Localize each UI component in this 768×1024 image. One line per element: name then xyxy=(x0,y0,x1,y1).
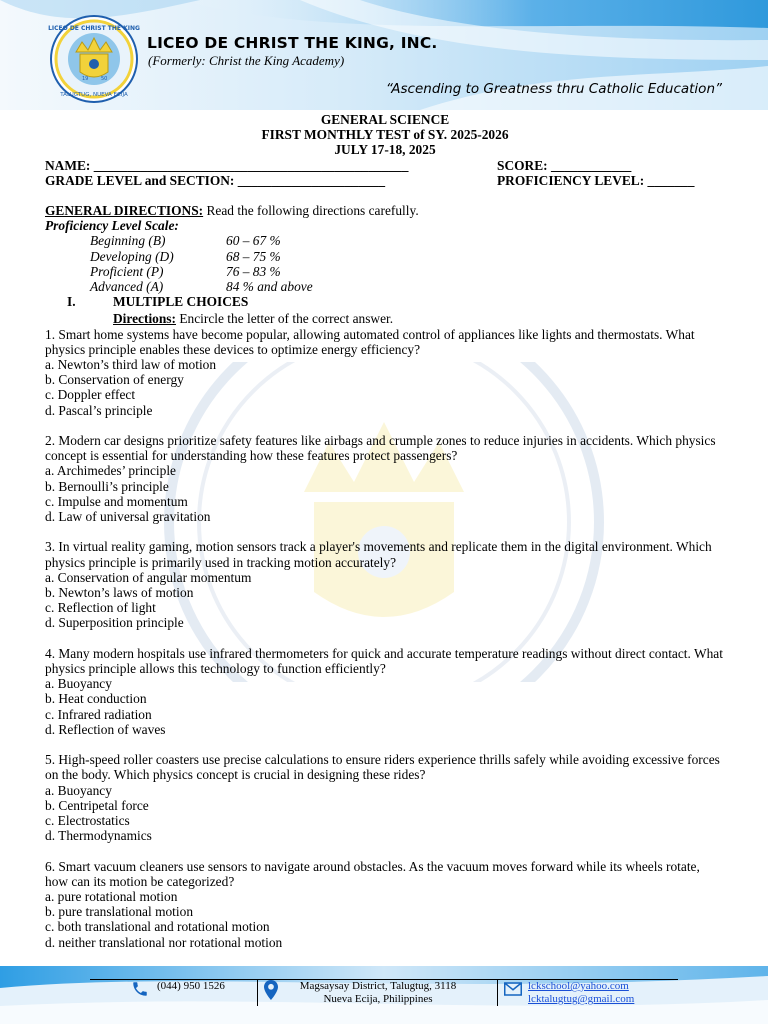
answer-choice[interactable]: b. Newton’s laws of motion xyxy=(45,585,194,601)
test-subject: GENERAL SCIENCE xyxy=(320,112,450,127)
question-item xyxy=(45,433,725,524)
scale-level: Developing (D) xyxy=(90,248,174,264)
answer-choice[interactable]: a. Buoyancy xyxy=(45,782,112,798)
question-stem: 2. Modern car designs prioritize safety features like airbags and crumple zones to reduce injuries in accidents. Which physics concept is essential for understanding how these features protect passengers? xyxy=(45,433,716,464)
scale-level: Advanced (A) xyxy=(90,279,164,295)
answer-choice[interactable]: b. pure translational motion xyxy=(45,904,194,920)
scale-range: 60 – 67 % xyxy=(226,233,281,249)
scale-range: 76 – 83 % xyxy=(226,263,281,279)
section-number: I. xyxy=(67,294,76,310)
school-former-name: (Formerly: Christ the King Academy) xyxy=(148,53,345,68)
answer-choice[interactable]: c. Doppler effect xyxy=(45,387,136,403)
answer-choice[interactable]: c. both translational and rotational motion xyxy=(45,919,270,935)
scale-range: 84 % and above xyxy=(226,279,313,295)
email-link[interactable]: lckschool@yahoo.com xyxy=(528,980,629,992)
proficiency-level-field[interactable]: PROFICIENCY LEVEL: _______ xyxy=(497,172,695,188)
name-score-row xyxy=(45,158,725,173)
question-stem: 3. In virtual reality gaming, motion sensors track a player's movements and replicate them in the digital environment. Which physics principle is primarily used in tracking motion accurately? xyxy=(45,539,712,570)
answer-choice[interactable]: b. Centripetal force xyxy=(45,797,149,813)
footer-emails xyxy=(528,980,634,1006)
question-item xyxy=(45,859,725,950)
answer-choice[interactable]: d. Thermodynamics xyxy=(45,828,152,844)
school-motto: “Ascending to Greatness thru Catholic Education” xyxy=(385,81,722,97)
answer-choice[interactable]: c. Reflection of light xyxy=(45,600,156,616)
test-title: FIRST MONTHLY TEST of SY. 2025-2026 xyxy=(261,127,509,143)
scale-row xyxy=(45,233,725,248)
footer-address xyxy=(288,980,468,1006)
answer-choice[interactable]: a. pure rotational motion xyxy=(45,889,178,905)
answer-choice[interactable]: a. Buoyancy xyxy=(45,676,112,692)
question-stem: 1. Smart home systems have become popular, allowing automated control of appliances like lights and thermostats. What physics principle enables these devices to optimize energy efficiency? xyxy=(45,326,695,357)
section-directions xyxy=(45,311,725,326)
location-pin-icon xyxy=(263,980,279,1004)
scale-level: Proficient (P) xyxy=(90,263,164,279)
answer-choice[interactable]: a. Newton’s third law of motion xyxy=(45,357,217,373)
answer-choice[interactable]: d. Reflection of waves xyxy=(45,721,166,737)
answer-choice[interactable]: c. Electrostatics xyxy=(45,813,130,829)
grade-section-field[interactable]: GRADE LEVEL and SECTION: ______________________ xyxy=(45,172,386,188)
footer-separator xyxy=(497,980,498,1006)
answer-choice[interactable]: c. Impulse and momentum xyxy=(45,493,188,509)
scale-row xyxy=(45,264,725,279)
svg-text:LICEO DE CHRIST THE KING: LICEO DE CHRIST THE KING xyxy=(48,25,140,32)
mail-icon xyxy=(504,982,522,1000)
school-seal-logo xyxy=(46,14,142,104)
scale-row xyxy=(45,249,725,264)
answer-choice[interactable]: d. Law of universal gravitation xyxy=(45,509,211,525)
footer-address-line1: Magsaysay District, Talugtug, 3118 xyxy=(299,980,457,992)
phone-icon xyxy=(131,980,149,1002)
svg-text:TALUGTUG, NUEVA ECIJA: TALUGTUG, NUEVA ECIJA xyxy=(60,92,128,98)
general-directions xyxy=(45,203,725,218)
answer-choice[interactable]: d. Pascal’s principle xyxy=(45,402,153,418)
school-name: LICEO DE CHRIST THE KING, INC. xyxy=(147,34,438,52)
svg-text:50: 50 xyxy=(101,76,108,82)
section-directions-label: Directions: xyxy=(113,311,176,327)
scale-row xyxy=(45,279,725,294)
general-directions-text: Read the following directions carefully. xyxy=(203,203,419,219)
footer-address-line2: Nueva Ecija, Philippines xyxy=(323,993,433,1005)
general-directions-label: GENERAL DIRECTIONS: xyxy=(45,203,204,219)
answer-choice[interactable]: b. Conservation of energy xyxy=(45,372,184,388)
name-field[interactable]: NAME: _______________________________________________ xyxy=(45,157,409,173)
proficiency-scale-title: Proficiency Level Scale: xyxy=(45,218,179,234)
answer-choice[interactable]: b. Bernoulli’s principle xyxy=(45,478,169,494)
section-title: MULTIPLE CHOICES xyxy=(113,294,249,310)
question-item xyxy=(45,646,725,737)
scale-level: Beginning (B) xyxy=(90,233,166,249)
answer-choice[interactable]: b. Heat conduction xyxy=(45,691,147,707)
answer-choice[interactable]: a. Conservation of angular momentum xyxy=(45,569,252,585)
scale-range: 68 – 75 % xyxy=(226,248,281,264)
question-item xyxy=(45,752,725,843)
footer-phone: (044) 950 1526 xyxy=(157,980,225,992)
question-stem: 4. Many modern hospitals use infrared thermometers for quick and accurate temperature readings without direct contact. What physics principle allows this technology to function efficiently? xyxy=(45,645,723,677)
grade-proficiency-row xyxy=(45,173,725,188)
answer-choice[interactable]: d. neither translational nor rotational motion xyxy=(45,934,283,950)
question-item xyxy=(45,327,725,418)
question-stem: 5. High-speed roller coasters use precise calculations to ensure riders experience thrills safely while avoiding excessive forces on the body. Which physics concept is crucial in designing these rides? xyxy=(45,752,720,783)
svg-text:19: 19 xyxy=(82,76,89,82)
test-content xyxy=(45,112,725,965)
email-link[interactable]: lcktalugtug@gmail.com xyxy=(528,993,635,1005)
question-item xyxy=(45,539,725,630)
question-stem: 6. Smart vacuum cleaners use sensors to navigate around obstacles. As the vacuum moves forward while its wheels rotate, how can its motion be categorized? xyxy=(45,858,700,889)
answer-choice[interactable]: a. Archimedes’ principle xyxy=(45,463,177,479)
section-directions-text: Encircle the letter of the correct answer. xyxy=(175,311,394,327)
test-date: JULY 17-18, 2025 xyxy=(334,142,436,158)
answer-choice[interactable]: c. Infrared radiation xyxy=(45,706,152,722)
footer-separator xyxy=(257,980,258,1006)
answer-choice[interactable]: d. Superposition principle xyxy=(45,615,184,631)
score-field[interactable]: SCORE: ____________ xyxy=(497,157,632,173)
section-heading xyxy=(45,294,725,309)
